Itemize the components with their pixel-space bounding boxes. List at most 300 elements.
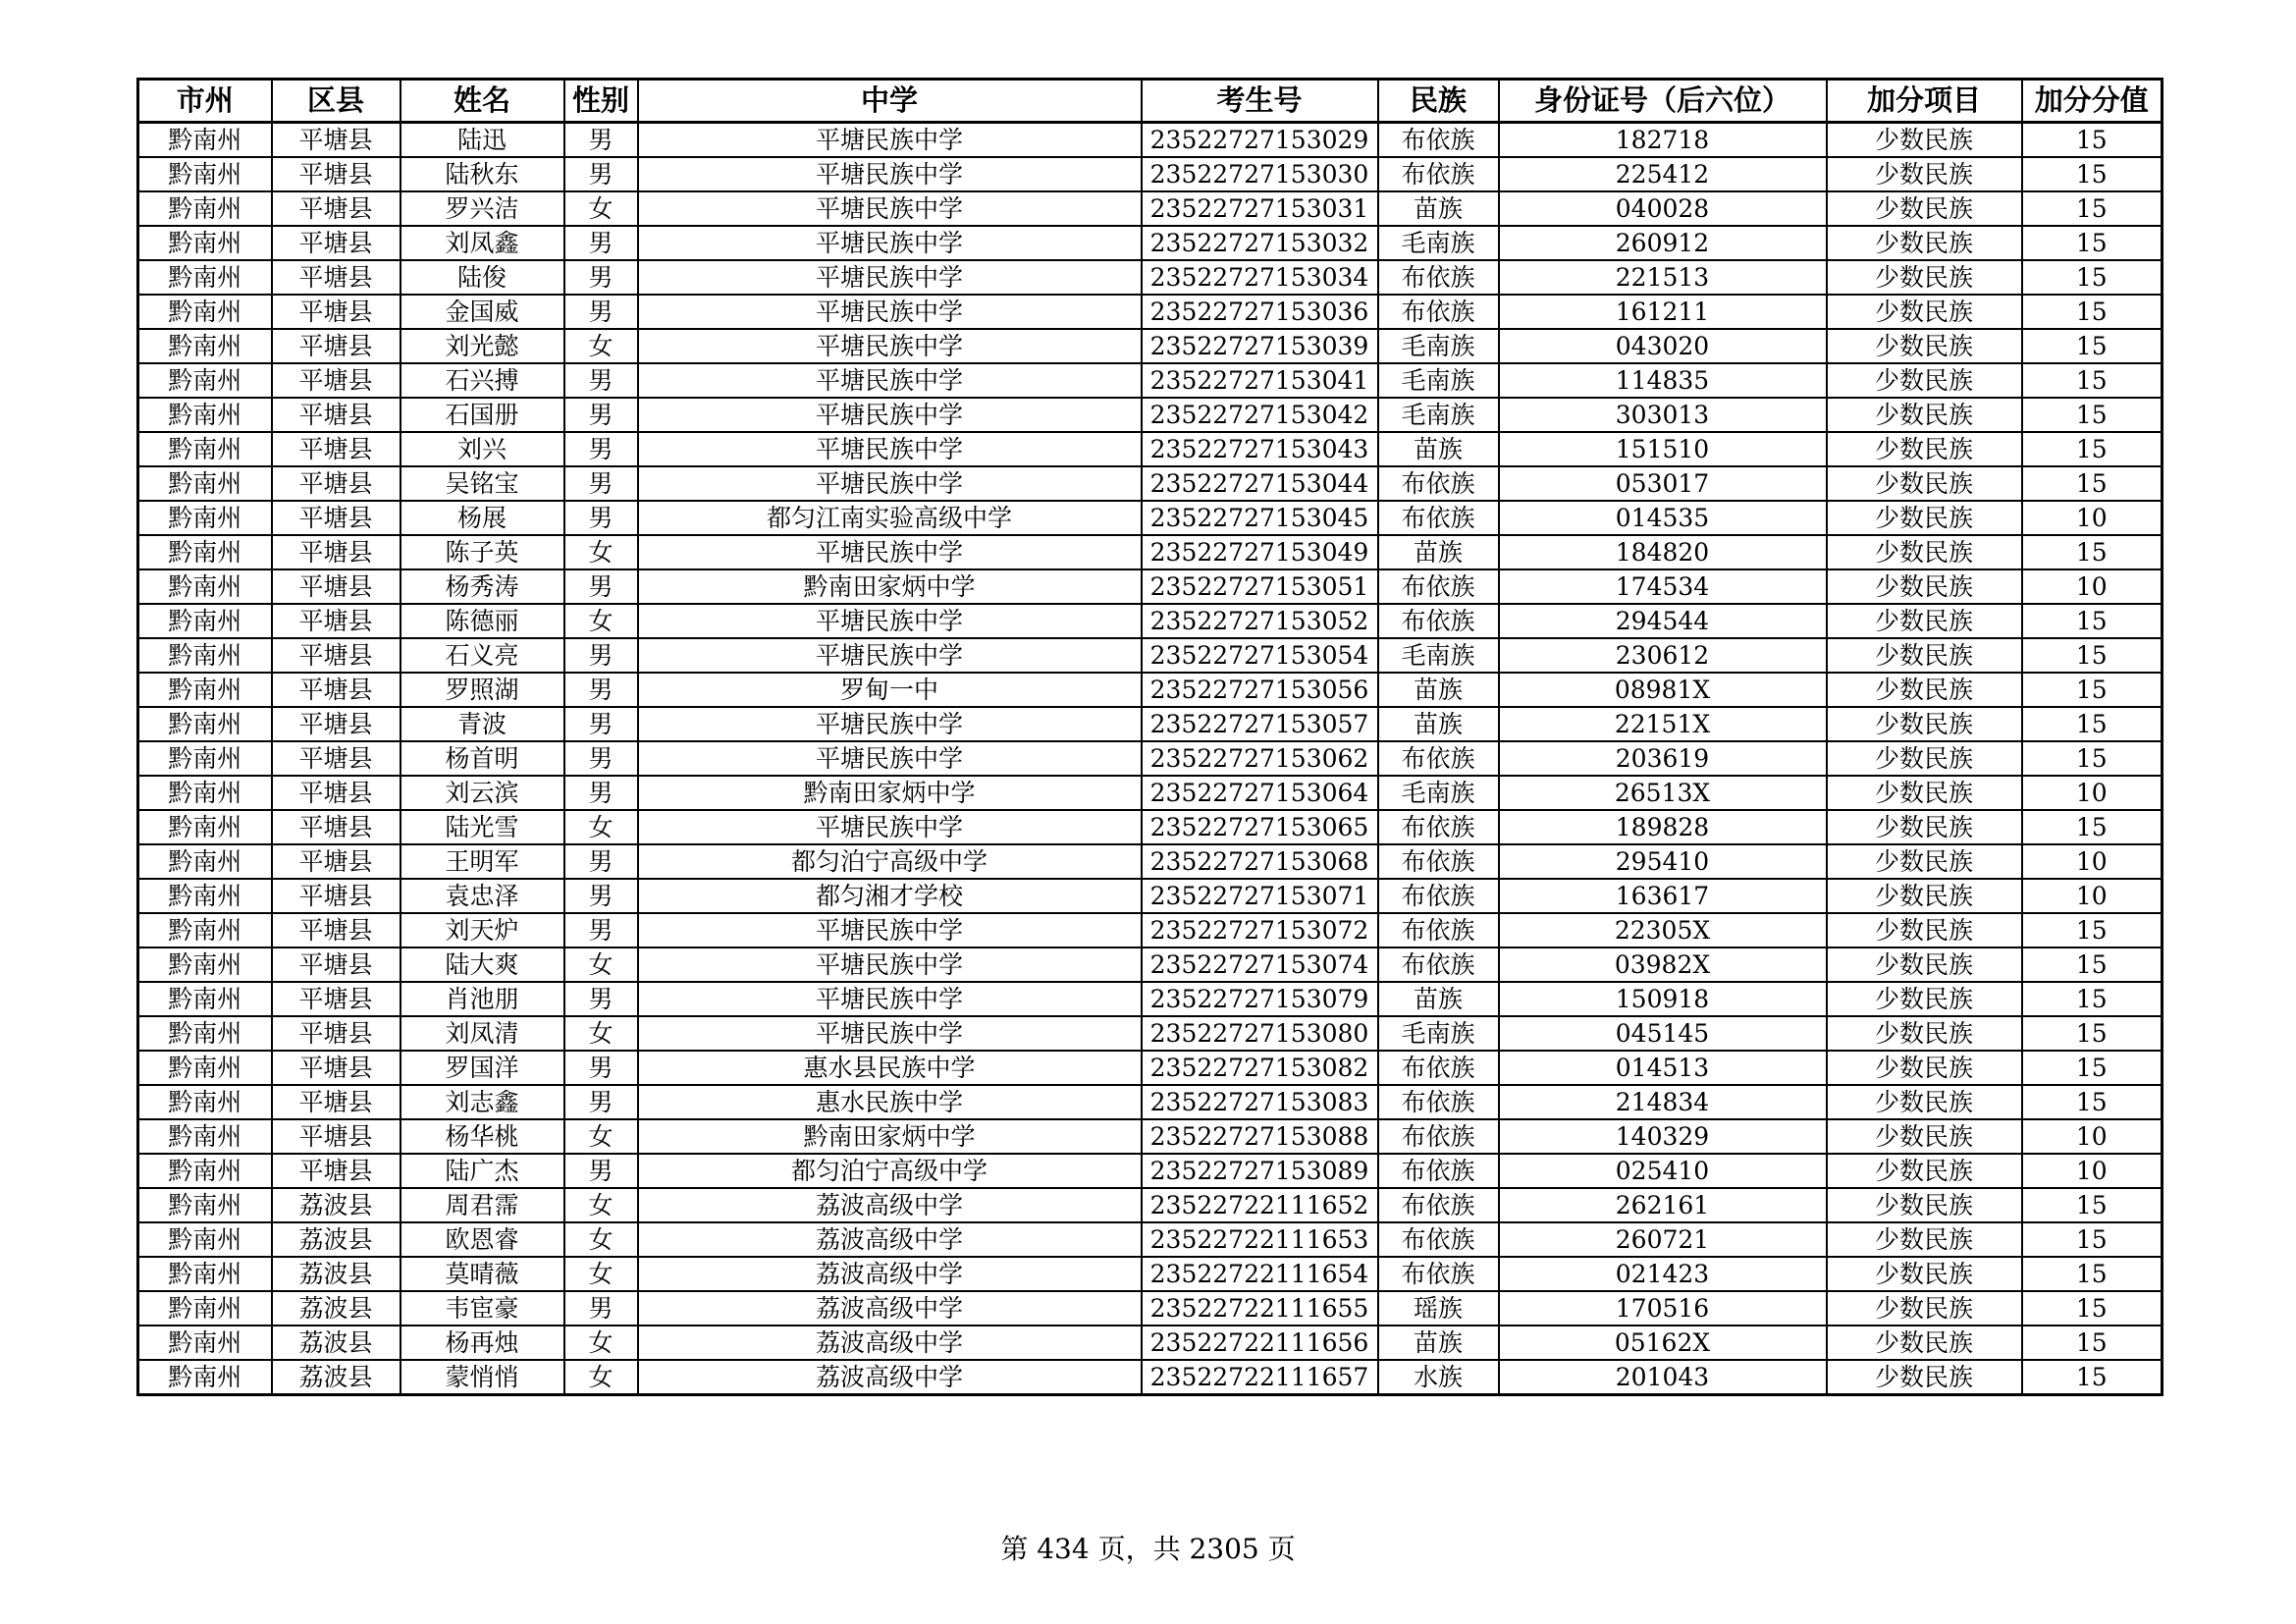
cell-bonus-points: 15 bbox=[2022, 123, 2163, 158]
cell-bonus-points: 10 bbox=[2022, 1119, 2163, 1154]
cell-name: 刘兴 bbox=[400, 432, 564, 466]
cell-ethnicity: 布依族 bbox=[1378, 604, 1499, 638]
cell-city: 黔南州 bbox=[138, 1085, 272, 1119]
cell-school: 平塘民族中学 bbox=[638, 707, 1142, 741]
page-number-footer: 第 434 页，共 2305 页 bbox=[1000, 1533, 1296, 1565]
cell-gender: 男 bbox=[564, 913, 638, 947]
header-exam-number: 考生号 bbox=[1142, 80, 1378, 123]
data-table bbox=[136, 78, 2163, 1396]
cell-ethnicity: 苗族 bbox=[1378, 432, 1499, 466]
table-row bbox=[138, 398, 2163, 432]
cell-exam-number: 23522727153034 bbox=[1142, 260, 1378, 295]
cell-exam-number: 23522727153029 bbox=[1142, 123, 1378, 158]
cell-ethnicity: 毛南族 bbox=[1378, 1016, 1499, 1051]
cell-exam-number: 23522727153030 bbox=[1142, 157, 1378, 191]
cell-bonus-points: 10 bbox=[2022, 776, 2163, 810]
cell-id-last-six: 025410 bbox=[1499, 1154, 1827, 1188]
table-row bbox=[138, 810, 2163, 844]
cell-city: 黔南州 bbox=[138, 913, 272, 947]
cell-exam-number: 23522727153051 bbox=[1142, 569, 1378, 604]
header-ethnicity: 民族 bbox=[1378, 80, 1499, 123]
cell-ethnicity: 布依族 bbox=[1378, 1051, 1499, 1085]
cell-county: 荔波县 bbox=[272, 1326, 400, 1360]
cell-county: 平塘县 bbox=[272, 157, 400, 191]
cell-county: 平塘县 bbox=[272, 226, 400, 260]
cell-city: 黔南州 bbox=[138, 535, 272, 569]
cell-gender: 男 bbox=[564, 123, 638, 158]
cell-name: 杨再烛 bbox=[400, 1326, 564, 1360]
cell-bonus-item: 少数民族 bbox=[1827, 1222, 2022, 1257]
cell-school: 平塘民族中学 bbox=[638, 982, 1142, 1016]
cell-city: 黔南州 bbox=[138, 638, 272, 673]
cell-city: 黔南州 bbox=[138, 776, 272, 810]
cell-bonus-item: 少数民族 bbox=[1827, 1360, 2022, 1395]
cell-bonus-points: 15 bbox=[2022, 295, 2163, 329]
cell-city: 黔南州 bbox=[138, 810, 272, 844]
cell-bonus-item: 少数民族 bbox=[1827, 913, 2022, 947]
cell-name: 刘凤鑫 bbox=[400, 226, 564, 260]
cell-school: 罗甸一中 bbox=[638, 673, 1142, 707]
table-row bbox=[138, 1051, 2163, 1085]
cell-school: 荔波高级中学 bbox=[638, 1222, 1142, 1257]
cell-bonus-points: 15 bbox=[2022, 673, 2163, 707]
cell-gender: 男 bbox=[564, 1085, 638, 1119]
table-row bbox=[138, 1016, 2163, 1051]
cell-county: 荔波县 bbox=[272, 1222, 400, 1257]
cell-bonus-item: 少数民族 bbox=[1827, 741, 2022, 776]
cell-bonus-item: 少数民族 bbox=[1827, 1257, 2022, 1291]
cell-city: 黔南州 bbox=[138, 260, 272, 295]
cell-id-last-six: 189828 bbox=[1499, 810, 1827, 844]
table-row bbox=[138, 501, 2163, 535]
table-row bbox=[138, 535, 2163, 569]
cell-id-last-six: 140329 bbox=[1499, 1119, 1827, 1154]
table-row bbox=[138, 604, 2163, 638]
cell-id-last-six: 260721 bbox=[1499, 1222, 1827, 1257]
cell-city: 黔南州 bbox=[138, 329, 272, 363]
cell-id-last-six: 174534 bbox=[1499, 569, 1827, 604]
cell-city: 黔南州 bbox=[138, 466, 272, 501]
cell-city: 黔南州 bbox=[138, 707, 272, 741]
cell-name: 陆大爽 bbox=[400, 947, 564, 982]
table-row bbox=[138, 638, 2163, 673]
cell-gender: 女 bbox=[564, 1326, 638, 1360]
cell-bonus-points: 10 bbox=[2022, 1154, 2163, 1188]
cell-bonus-item: 少数民族 bbox=[1827, 466, 2022, 501]
cell-school: 平塘民族中学 bbox=[638, 157, 1142, 191]
cell-ethnicity: 布依族 bbox=[1378, 1222, 1499, 1257]
cell-bonus-item: 少数民族 bbox=[1827, 776, 2022, 810]
cell-name: 韦宦豪 bbox=[400, 1291, 564, 1326]
cell-ethnicity: 毛南族 bbox=[1378, 226, 1499, 260]
cell-gender: 男 bbox=[564, 844, 638, 879]
cell-school: 平塘民族中学 bbox=[638, 191, 1142, 226]
cell-ethnicity: 苗族 bbox=[1378, 982, 1499, 1016]
cell-id-last-six: 230612 bbox=[1499, 638, 1827, 673]
cell-exam-number: 23522722111655 bbox=[1142, 1291, 1378, 1326]
cell-bonus-points: 15 bbox=[2022, 810, 2163, 844]
table-row bbox=[138, 879, 2163, 913]
cell-school: 平塘民族中学 bbox=[638, 810, 1142, 844]
cell-city: 黔南州 bbox=[138, 398, 272, 432]
table-row bbox=[138, 569, 2163, 604]
cell-name: 刘志鑫 bbox=[400, 1085, 564, 1119]
cell-city: 黔南州 bbox=[138, 1257, 272, 1291]
cell-bonus-item: 少数民族 bbox=[1827, 295, 2022, 329]
table-row bbox=[138, 1188, 2163, 1222]
cell-name: 杨首明 bbox=[400, 741, 564, 776]
cell-bonus-item: 少数民族 bbox=[1827, 329, 2022, 363]
cell-bonus-item: 少数民族 bbox=[1827, 604, 2022, 638]
cell-exam-number: 23522727153056 bbox=[1142, 673, 1378, 707]
cell-bonus-item: 少数民族 bbox=[1827, 844, 2022, 879]
cell-bonus-points: 15 bbox=[2022, 329, 2163, 363]
cell-county: 平塘县 bbox=[272, 913, 400, 947]
cell-bonus-item: 少数民族 bbox=[1827, 535, 2022, 569]
cell-gender: 男 bbox=[564, 363, 638, 398]
cell-exam-number: 23522727153089 bbox=[1142, 1154, 1378, 1188]
table-row bbox=[138, 707, 2163, 741]
cell-school: 平塘民族中学 bbox=[638, 638, 1142, 673]
cell-city: 黔南州 bbox=[138, 1016, 272, 1051]
table-row bbox=[138, 260, 2163, 295]
table-row bbox=[138, 191, 2163, 226]
cell-bonus-points: 15 bbox=[2022, 466, 2163, 501]
cell-county: 平塘县 bbox=[272, 123, 400, 158]
cell-ethnicity: 布依族 bbox=[1378, 1085, 1499, 1119]
cell-id-last-six: 294544 bbox=[1499, 604, 1827, 638]
cell-gender: 女 bbox=[564, 329, 638, 363]
cell-exam-number: 23522727153062 bbox=[1142, 741, 1378, 776]
cell-exam-number: 23522722111654 bbox=[1142, 1257, 1378, 1291]
cell-county: 平塘县 bbox=[272, 982, 400, 1016]
cell-ethnicity: 布依族 bbox=[1378, 466, 1499, 501]
cell-gender: 男 bbox=[564, 398, 638, 432]
cell-ethnicity: 布依族 bbox=[1378, 741, 1499, 776]
cell-exam-number: 23522727153068 bbox=[1142, 844, 1378, 879]
cell-bonus-item: 少数民族 bbox=[1827, 260, 2022, 295]
cell-ethnicity: 水族 bbox=[1378, 1360, 1499, 1395]
cell-name: 陆俊 bbox=[400, 260, 564, 295]
cell-bonus-item: 少数民族 bbox=[1827, 673, 2022, 707]
cell-name: 莫晴薇 bbox=[400, 1257, 564, 1291]
cell-school: 都匀湘才学校 bbox=[638, 879, 1142, 913]
table-row bbox=[138, 1257, 2163, 1291]
cell-bonus-points: 15 bbox=[2022, 535, 2163, 569]
table-body bbox=[138, 123, 2163, 1395]
cell-ethnicity: 苗族 bbox=[1378, 707, 1499, 741]
cell-gender: 男 bbox=[564, 501, 638, 535]
cell-school: 平塘民族中学 bbox=[638, 466, 1142, 501]
cell-county: 平塘县 bbox=[272, 707, 400, 741]
cell-name: 罗照湖 bbox=[400, 673, 564, 707]
cell-county: 平塘县 bbox=[272, 363, 400, 398]
cell-county: 平塘县 bbox=[272, 535, 400, 569]
cell-name: 欧恩睿 bbox=[400, 1222, 564, 1257]
cell-school: 都匀江南实验高级中学 bbox=[638, 501, 1142, 535]
cell-exam-number: 23522727153049 bbox=[1142, 535, 1378, 569]
table-row bbox=[138, 982, 2163, 1016]
cell-id-last-six: 161211 bbox=[1499, 295, 1827, 329]
cell-bonus-item: 少数民族 bbox=[1827, 707, 2022, 741]
cell-bonus-item: 少数民族 bbox=[1827, 879, 2022, 913]
cell-name: 罗兴洁 bbox=[400, 191, 564, 226]
cell-city: 黔南州 bbox=[138, 226, 272, 260]
cell-bonus-points: 15 bbox=[2022, 913, 2163, 947]
cell-city: 黔南州 bbox=[138, 1154, 272, 1188]
cell-city: 黔南州 bbox=[138, 741, 272, 776]
cell-id-last-six: 295410 bbox=[1499, 844, 1827, 879]
cell-id-last-six: 201043 bbox=[1499, 1360, 1827, 1395]
cell-county: 平塘县 bbox=[272, 638, 400, 673]
cell-gender: 男 bbox=[564, 1291, 638, 1326]
table-row bbox=[138, 1326, 2163, 1360]
cell-id-last-six: 182718 bbox=[1499, 123, 1827, 158]
cell-name: 杨展 bbox=[400, 501, 564, 535]
cell-name: 石义亮 bbox=[400, 638, 564, 673]
cell-exam-number: 23522727153054 bbox=[1142, 638, 1378, 673]
cell-bonus-item: 少数民族 bbox=[1827, 810, 2022, 844]
cell-bonus-points: 15 bbox=[2022, 741, 2163, 776]
cell-county: 平塘县 bbox=[272, 947, 400, 982]
cell-school: 荔波高级中学 bbox=[638, 1360, 1142, 1395]
cell-id-last-six: 043020 bbox=[1499, 329, 1827, 363]
table-row bbox=[138, 1154, 2163, 1188]
cell-city: 黔南州 bbox=[138, 673, 272, 707]
cell-id-last-six: 184820 bbox=[1499, 535, 1827, 569]
header-county: 区县 bbox=[272, 80, 400, 123]
cell-gender: 男 bbox=[564, 157, 638, 191]
cell-exam-number: 23522722111653 bbox=[1142, 1222, 1378, 1257]
cell-name: 周君霈 bbox=[400, 1188, 564, 1222]
cell-city: 黔南州 bbox=[138, 1051, 272, 1085]
cell-bonus-points: 10 bbox=[2022, 879, 2163, 913]
cell-gender: 女 bbox=[564, 1119, 638, 1154]
cell-ethnicity: 布依族 bbox=[1378, 123, 1499, 158]
cell-school: 黔南田家炳中学 bbox=[638, 1119, 1142, 1154]
cell-id-last-six: 303013 bbox=[1499, 398, 1827, 432]
cell-gender: 男 bbox=[564, 776, 638, 810]
cell-gender: 女 bbox=[564, 1257, 638, 1291]
cell-county: 平塘县 bbox=[272, 741, 400, 776]
cell-id-last-six: 014513 bbox=[1499, 1051, 1827, 1085]
cell-ethnicity: 布依族 bbox=[1378, 295, 1499, 329]
cell-ethnicity: 毛南族 bbox=[1378, 398, 1499, 432]
cell-gender: 女 bbox=[564, 1360, 638, 1395]
cell-bonus-points: 15 bbox=[2022, 707, 2163, 741]
cell-school: 平塘民族中学 bbox=[638, 295, 1142, 329]
cell-id-last-six: 221513 bbox=[1499, 260, 1827, 295]
cell-gender: 男 bbox=[564, 707, 638, 741]
cell-bonus-points: 15 bbox=[2022, 947, 2163, 982]
cell-exam-number: 23522727153031 bbox=[1142, 191, 1378, 226]
cell-ethnicity: 布依族 bbox=[1378, 947, 1499, 982]
cell-exam-number: 23522722111652 bbox=[1142, 1188, 1378, 1222]
cell-name: 陆光雪 bbox=[400, 810, 564, 844]
cell-bonus-points: 15 bbox=[2022, 1257, 2163, 1291]
cell-exam-number: 23522727153064 bbox=[1142, 776, 1378, 810]
cell-exam-number: 23522727153065 bbox=[1142, 810, 1378, 844]
cell-city: 黔南州 bbox=[138, 1291, 272, 1326]
cell-name: 青波 bbox=[400, 707, 564, 741]
cell-id-last-six: 114835 bbox=[1499, 363, 1827, 398]
cell-school: 荔波高级中学 bbox=[638, 1291, 1142, 1326]
cell-bonus-points: 15 bbox=[2022, 982, 2163, 1016]
cell-county: 荔波县 bbox=[272, 1188, 400, 1222]
cell-id-last-six: 150918 bbox=[1499, 982, 1827, 1016]
cell-id-last-six: 214834 bbox=[1499, 1085, 1827, 1119]
cell-ethnicity: 苗族 bbox=[1378, 1326, 1499, 1360]
cell-gender: 男 bbox=[564, 1154, 638, 1188]
cell-exam-number: 23522727153057 bbox=[1142, 707, 1378, 741]
table-row bbox=[138, 432, 2163, 466]
cell-school: 平塘民族中学 bbox=[638, 913, 1142, 947]
table-row bbox=[138, 1291, 2163, 1326]
cell-bonus-points: 15 bbox=[2022, 638, 2163, 673]
cell-exam-number: 23522727153044 bbox=[1142, 466, 1378, 501]
cell-id-last-six: 225412 bbox=[1499, 157, 1827, 191]
cell-gender: 男 bbox=[564, 226, 638, 260]
cell-bonus-points: 15 bbox=[2022, 1085, 2163, 1119]
cell-city: 黔南州 bbox=[138, 157, 272, 191]
cell-exam-number: 23522727153043 bbox=[1142, 432, 1378, 466]
cell-bonus-item: 少数民族 bbox=[1827, 398, 2022, 432]
cell-gender: 男 bbox=[564, 466, 638, 501]
cell-county: 平塘县 bbox=[272, 1154, 400, 1188]
cell-school: 平塘民族中学 bbox=[638, 398, 1142, 432]
cell-gender: 女 bbox=[564, 1188, 638, 1222]
cell-bonus-item: 少数民族 bbox=[1827, 363, 2022, 398]
cell-school: 黔南田家炳中学 bbox=[638, 569, 1142, 604]
cell-city: 黔南州 bbox=[138, 982, 272, 1016]
cell-bonus-points: 15 bbox=[2022, 1360, 2163, 1395]
cell-id-last-six: 03982X bbox=[1499, 947, 1827, 982]
cell-exam-number: 23522727153041 bbox=[1142, 363, 1378, 398]
cell-exam-number: 23522727153045 bbox=[1142, 501, 1378, 535]
cell-county: 平塘县 bbox=[272, 466, 400, 501]
cell-city: 黔南州 bbox=[138, 1360, 272, 1395]
table-row bbox=[138, 844, 2163, 879]
cell-county: 平塘县 bbox=[272, 776, 400, 810]
cell-name: 陆迅 bbox=[400, 123, 564, 158]
cell-city: 黔南州 bbox=[138, 569, 272, 604]
cell-city: 黔南州 bbox=[138, 123, 272, 158]
cell-school: 都匀泊宁高级中学 bbox=[638, 1154, 1142, 1188]
cell-bonus-item: 少数民族 bbox=[1827, 1188, 2022, 1222]
cell-id-last-six: 203619 bbox=[1499, 741, 1827, 776]
cell-school: 平塘民族中学 bbox=[638, 947, 1142, 982]
cell-gender: 男 bbox=[564, 432, 638, 466]
cell-bonus-points: 15 bbox=[2022, 226, 2163, 260]
cell-bonus-item: 少数民族 bbox=[1827, 1291, 2022, 1326]
cell-city: 黔南州 bbox=[138, 604, 272, 638]
table-row bbox=[138, 1222, 2163, 1257]
cell-city: 黔南州 bbox=[138, 947, 272, 982]
cell-ethnicity: 布依族 bbox=[1378, 810, 1499, 844]
cell-ethnicity: 毛南族 bbox=[1378, 776, 1499, 810]
cell-name: 刘天炉 bbox=[400, 913, 564, 947]
cell-exam-number: 23522727153088 bbox=[1142, 1119, 1378, 1154]
cell-school: 平塘民族中学 bbox=[638, 226, 1142, 260]
cell-ethnicity: 苗族 bbox=[1378, 191, 1499, 226]
table-row bbox=[138, 741, 2163, 776]
cell-county: 荔波县 bbox=[272, 1257, 400, 1291]
cell-bonus-item: 少数民族 bbox=[1827, 1016, 2022, 1051]
cell-name: 杨华桃 bbox=[400, 1119, 564, 1154]
cell-ethnicity: 布依族 bbox=[1378, 157, 1499, 191]
cell-id-last-six: 26513X bbox=[1499, 776, 1827, 810]
cell-ethnicity: 毛南族 bbox=[1378, 363, 1499, 398]
cell-bonus-points: 15 bbox=[2022, 191, 2163, 226]
cell-county: 平塘县 bbox=[272, 329, 400, 363]
header-name: 姓名 bbox=[400, 80, 564, 123]
cell-city: 黔南州 bbox=[138, 501, 272, 535]
cell-ethnicity: 苗族 bbox=[1378, 673, 1499, 707]
cell-bonus-points: 15 bbox=[2022, 1016, 2163, 1051]
cell-exam-number: 23522722111656 bbox=[1142, 1326, 1378, 1360]
cell-school: 平塘民族中学 bbox=[638, 1016, 1142, 1051]
cell-id-last-six: 045145 bbox=[1499, 1016, 1827, 1051]
cell-county: 平塘县 bbox=[272, 398, 400, 432]
table-row bbox=[138, 1360, 2163, 1395]
cell-exam-number: 23522727153080 bbox=[1142, 1016, 1378, 1051]
cell-gender: 男 bbox=[564, 260, 638, 295]
cell-school: 都匀泊宁高级中学 bbox=[638, 844, 1142, 879]
cell-county: 平塘县 bbox=[272, 844, 400, 879]
cell-exam-number: 23522727153071 bbox=[1142, 879, 1378, 913]
cell-gender: 女 bbox=[564, 1016, 638, 1051]
cell-exam-number: 23522727153032 bbox=[1142, 226, 1378, 260]
cell-city: 黔南州 bbox=[138, 432, 272, 466]
cell-bonus-points: 15 bbox=[2022, 398, 2163, 432]
cell-id-last-six: 260912 bbox=[1499, 226, 1827, 260]
cell-city: 黔南州 bbox=[138, 1222, 272, 1257]
cell-bonus-points: 15 bbox=[2022, 1188, 2163, 1222]
cell-bonus-item: 少数民族 bbox=[1827, 501, 2022, 535]
cell-school: 平塘民族中学 bbox=[638, 535, 1142, 569]
cell-bonus-item: 少数民族 bbox=[1827, 1085, 2022, 1119]
cell-gender: 男 bbox=[564, 741, 638, 776]
cell-bonus-points: 15 bbox=[2022, 1291, 2163, 1326]
cell-school: 平塘民族中学 bbox=[638, 604, 1142, 638]
cell-name: 肖池朋 bbox=[400, 982, 564, 1016]
cell-name: 刘凤清 bbox=[400, 1016, 564, 1051]
cell-gender: 男 bbox=[564, 1051, 638, 1085]
cell-bonus-points: 15 bbox=[2022, 363, 2163, 398]
cell-ethnicity: 布依族 bbox=[1378, 569, 1499, 604]
cell-bonus-points: 10 bbox=[2022, 844, 2163, 879]
cell-id-last-six: 163617 bbox=[1499, 879, 1827, 913]
header-school: 中学 bbox=[638, 80, 1142, 123]
cell-exam-number: 23522727153042 bbox=[1142, 398, 1378, 432]
cell-city: 黔南州 bbox=[138, 295, 272, 329]
cell-school: 平塘民族中学 bbox=[638, 363, 1142, 398]
cell-city: 黔南州 bbox=[138, 844, 272, 879]
cell-exam-number: 23522727153079 bbox=[1142, 982, 1378, 1016]
cell-name: 陈德丽 bbox=[400, 604, 564, 638]
cell-bonus-points: 15 bbox=[2022, 1222, 2163, 1257]
cell-city: 黔南州 bbox=[138, 1119, 272, 1154]
table-row bbox=[138, 466, 2163, 501]
cell-id-last-six: 151510 bbox=[1499, 432, 1827, 466]
cell-ethnicity: 布依族 bbox=[1378, 260, 1499, 295]
table-row bbox=[138, 157, 2163, 191]
cell-ethnicity: 布依族 bbox=[1378, 501, 1499, 535]
cell-bonus-points: 15 bbox=[2022, 260, 2163, 295]
cell-school: 平塘民族中学 bbox=[638, 260, 1142, 295]
cell-bonus-points: 15 bbox=[2022, 1051, 2163, 1085]
cell-bonus-item: 少数民族 bbox=[1827, 157, 2022, 191]
